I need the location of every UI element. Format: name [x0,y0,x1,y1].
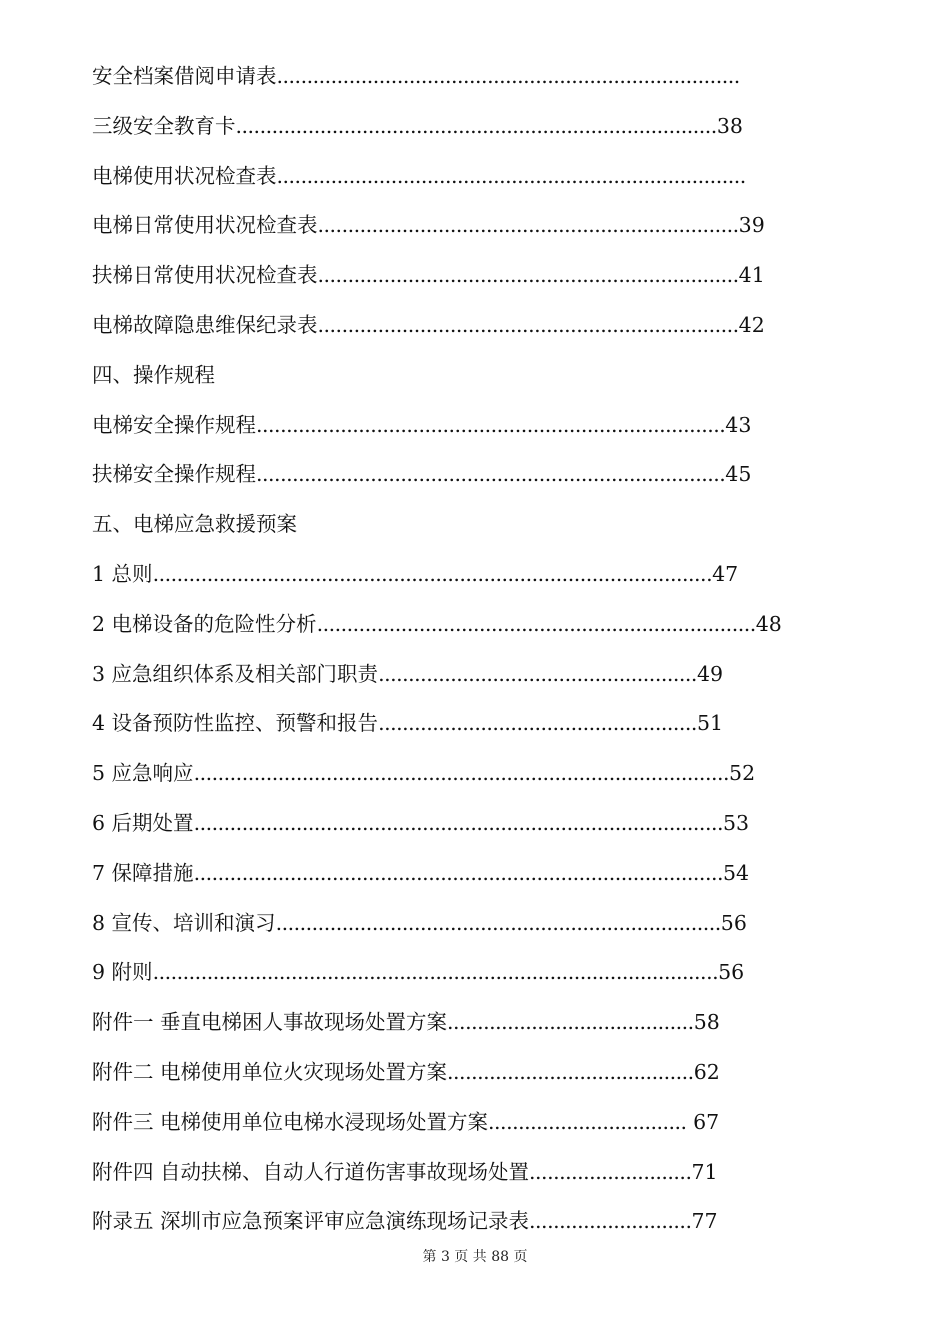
toc-entry-leader: ................................................................................ [235,113,717,138]
toc-entry-leader: ......................................... [447,1010,694,1035]
toc-entry [92,600,782,650]
toc-entry-page: 49 [696,661,724,686]
toc-entry-leader: ................................. [488,1109,687,1134]
toc-entry-title: 三级安全教育卡 [92,113,236,138]
toc-entry-title: 附录五 深圳市应急预案评审应急演练现场记录表 [92,1209,530,1234]
toc-entry-page: 45 [725,462,752,487]
toc-entry-page: 51 [696,711,724,736]
page-footer: 第 3 页 共 88 页 [422,1249,528,1265]
toc-entry-leader: ......................................................................... [316,611,756,636]
toc-entry [92,52,782,102]
toc-entry [92,301,782,351]
toc-entry-page: 71 [691,1159,718,1184]
toc-entry-page: 56 [720,910,747,935]
toc-entry-leader: ............................................................................................. [152,561,713,586]
toc-entry-title: 电梯安全操作规程 [92,412,256,437]
toc-entry-title: 电梯故障隐患维保纪录表 [92,312,318,337]
toc-entry-leader: .......................................................................... [275,910,721,935]
toc-entry-title: 电梯日常使用状况检查表 [92,213,318,238]
toc-entry [92,1098,782,1148]
toc-entry-title: 五、电梯应急救援预案 [92,512,297,537]
toc-entry-page: 67 [686,1109,720,1134]
toc-entry [92,948,782,998]
toc-entry-title: 附件一 垂直电梯困人事故现场处置方案 [92,1010,448,1035]
toc-entry [92,251,782,301]
toc-entry-page: 54 [723,860,750,885]
toc-entry-title: 四、操作规程 [92,362,215,387]
toc-entry-leader: ...................................................................... [317,263,739,288]
toc-entry-leader: ............................................................................. [276,64,740,88]
toc-entry-page: 58 [693,1010,720,1035]
toc-entry-page: 47 [712,561,739,586]
toc-entry-title: 3 应急组织体系及相关部门职责 [92,661,379,686]
toc-entry [92,849,782,899]
toc-entry-leader: ..................................................... [378,711,697,736]
toc-entry-title: 6 后期处置 [92,810,194,835]
table-of-contents [92,52,782,1247]
toc-entry-title: 附件四 自动扶梯、自动人行道伤害事故现场处置 [92,1159,530,1184]
toc-entry-page: 43 [725,412,752,437]
toc-entry-title: 扶梯日常使用状况检查表 [92,263,318,288]
toc-entry-title: 扶梯安全操作规程 [92,462,256,487]
toc-entry-leader: ........................................................................................ [193,810,724,835]
toc-entry [92,1048,782,1098]
toc-entry [92,1148,782,1198]
toc-entry [92,550,782,600]
toc-entry-leader: ......................................................................................... [193,761,730,786]
toc-entry-leader: .............................................................................. [256,462,726,487]
toc-entry-page: 48 [755,611,782,636]
toc-section-heading [92,351,782,401]
toc-entry-leader: .............................................................................................. [152,960,719,985]
toc-entry-leader: ...................................................................... [317,312,739,337]
toc-entry-title: 安全档案借阅申请表 [92,64,277,88]
toc-section-heading [92,500,782,550]
toc-entry-title: 附件二 电梯使用单位火灾现场处置方案 [92,1059,448,1084]
toc-entry-page: 53 [723,810,750,835]
toc-entry-leader: ..................................................... [378,661,697,686]
toc-entry-page: 52 [729,761,756,786]
toc-entry-page: 38 [716,113,743,138]
toc-entry [92,201,782,251]
toc-entry-leader: .............................................................................. [256,412,726,437]
toc-entry-page: 77 [691,1209,718,1234]
toc-entry-leader: .............................................................................. [276,163,746,188]
toc-entry [92,650,782,700]
toc-entry-page: 42 [738,312,765,337]
toc-entry-title: 9 附则 [92,960,153,985]
toc-entry-page: 39 [738,213,765,238]
toc-entry-title: 1 总则 [92,561,153,586]
toc-entry-leader: ........................... [529,1209,692,1234]
toc-entry-title: 附件三 电梯使用单位电梯水浸现场处置方案 [92,1109,489,1134]
toc-entry [92,152,782,202]
toc-entry [92,799,782,849]
toc-entry [92,699,782,749]
toc-entry-title: 2 电梯设备的危险性分析 [92,611,317,636]
toc-entry-page: 62 [693,1059,720,1084]
toc-entry-title: 7 保障措施 [92,860,194,885]
toc-entry-page: 56 [718,960,745,985]
toc-entry [92,102,782,152]
toc-entry-page: 41 [738,263,765,288]
toc-entry [92,899,782,949]
toc-entry-title: 5 应急响应 [92,761,194,786]
toc-entry [92,749,782,799]
toc-entry [92,998,782,1048]
toc-entry-title: 电梯使用状况检查表 [92,163,277,188]
toc-entry [92,450,782,500]
toc-entry-title: 4 设备预防性监控、预警和报告 [92,711,379,736]
toc-entry [92,1197,782,1247]
toc-entry-leader: ......................................... [447,1059,694,1084]
toc-entry-leader: ...................................................................... [317,213,739,238]
toc-entry [92,401,782,451]
toc-entry-leader: ........................................................................................ [193,860,724,885]
toc-entry-title: 8 宣传、培训和演习 [92,910,276,935]
toc-entry-leader: ........................... [529,1159,692,1184]
